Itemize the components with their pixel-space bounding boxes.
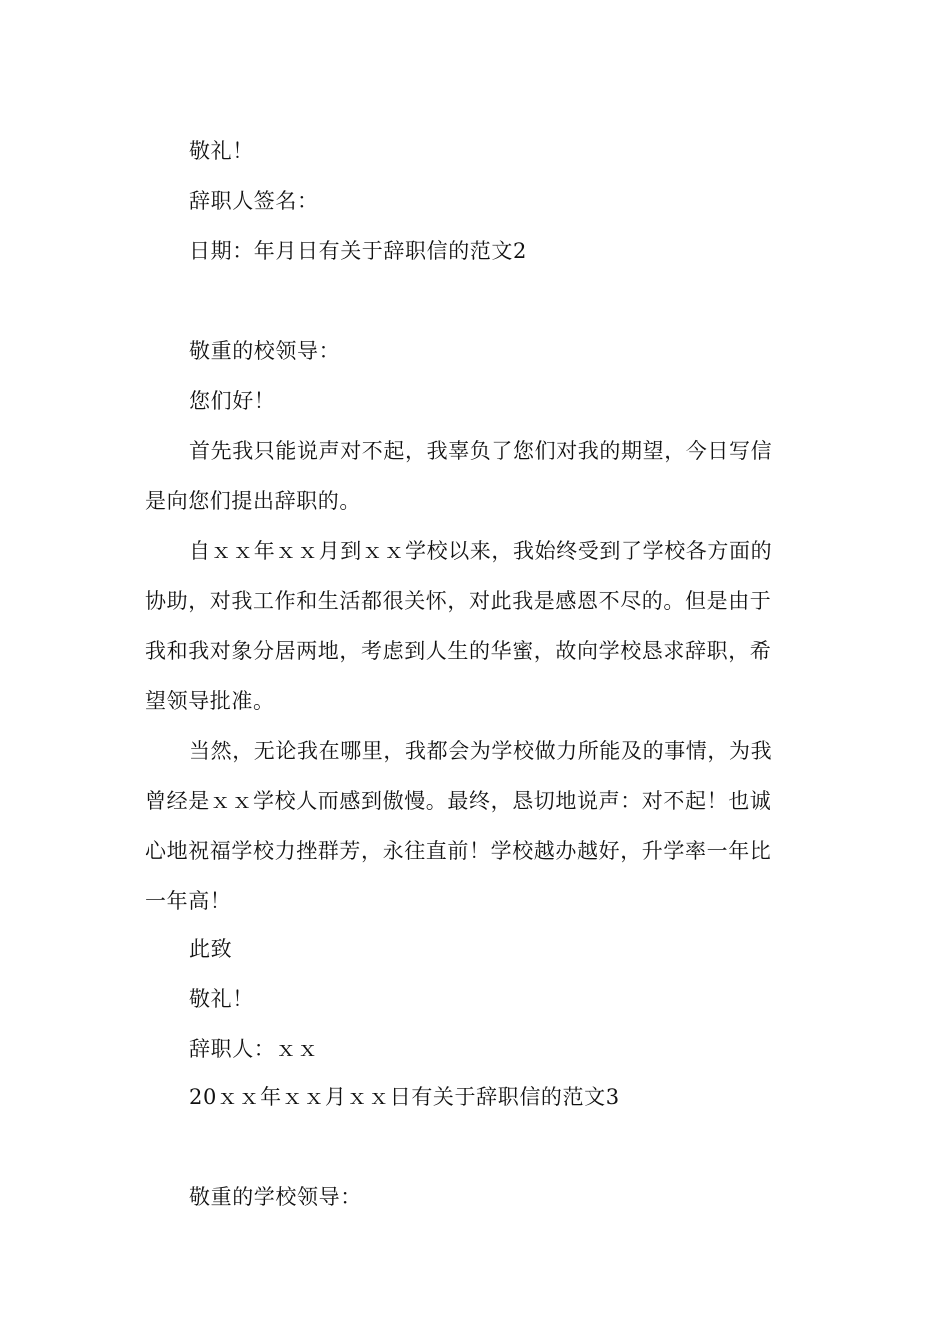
- letter2-salutation: 敬重的校领导：: [189, 339, 341, 363]
- paragraph2-line: 望领导批准。: [145, 689, 275, 713]
- paragraph1-line: 首先我只能说声对不起，我辜负了您们对我的期望，今日写信: [189, 439, 773, 463]
- paragraph3-line: 当然，无论我在哪里，我都会为学校做力所能及的事情，为我: [189, 739, 773, 763]
- letter2-greeting: 您们好！: [189, 389, 276, 413]
- paragraph2-line: 我和我对象分居两地，考虑到人生的华蜜，故向学校恳求辞职，希: [145, 639, 772, 663]
- paragraph2-line: 自ｘｘ年ｘｘ月到ｘｘ学校以来，我始终受到了学校各方面的: [189, 539, 773, 563]
- paragraph3-line: 一年高！: [145, 889, 232, 913]
- closing-ci-zhi: 此致: [189, 937, 233, 961]
- closing-salute: 敬礼！: [189, 139, 254, 163]
- paragraph1-line: 是向您们提出辞职的。: [145, 489, 361, 513]
- paragraph3-line: 曾经是ｘｘ学校人而感到傲慢。最终，恳切地说声：对不起！也诚: [145, 789, 772, 813]
- paragraph2-line: 协助，对我工作和生活都很关怀，对此我是感恩不尽的。但是由于: [145, 589, 772, 613]
- letter3-salutation: 敬重的学校领导：: [189, 1185, 362, 1209]
- signature-label: 辞职人签名：: [189, 189, 319, 213]
- signer-line: 辞职人：ｘｘ: [189, 1037, 319, 1061]
- paragraph3-line: 心地祝福学校力挫群芳，永往直前！学校越办越好，升学率一年比: [145, 839, 772, 863]
- date-line-title-2: 20ｘｘ年ｘｘ月ｘｘ日有关于辞职信的范文3: [189, 1085, 620, 1109]
- closing-salute-2: 敬礼！: [189, 987, 254, 1011]
- date-line-title: 日期：年月日有关于辞职信的范文2: [189, 239, 527, 263]
